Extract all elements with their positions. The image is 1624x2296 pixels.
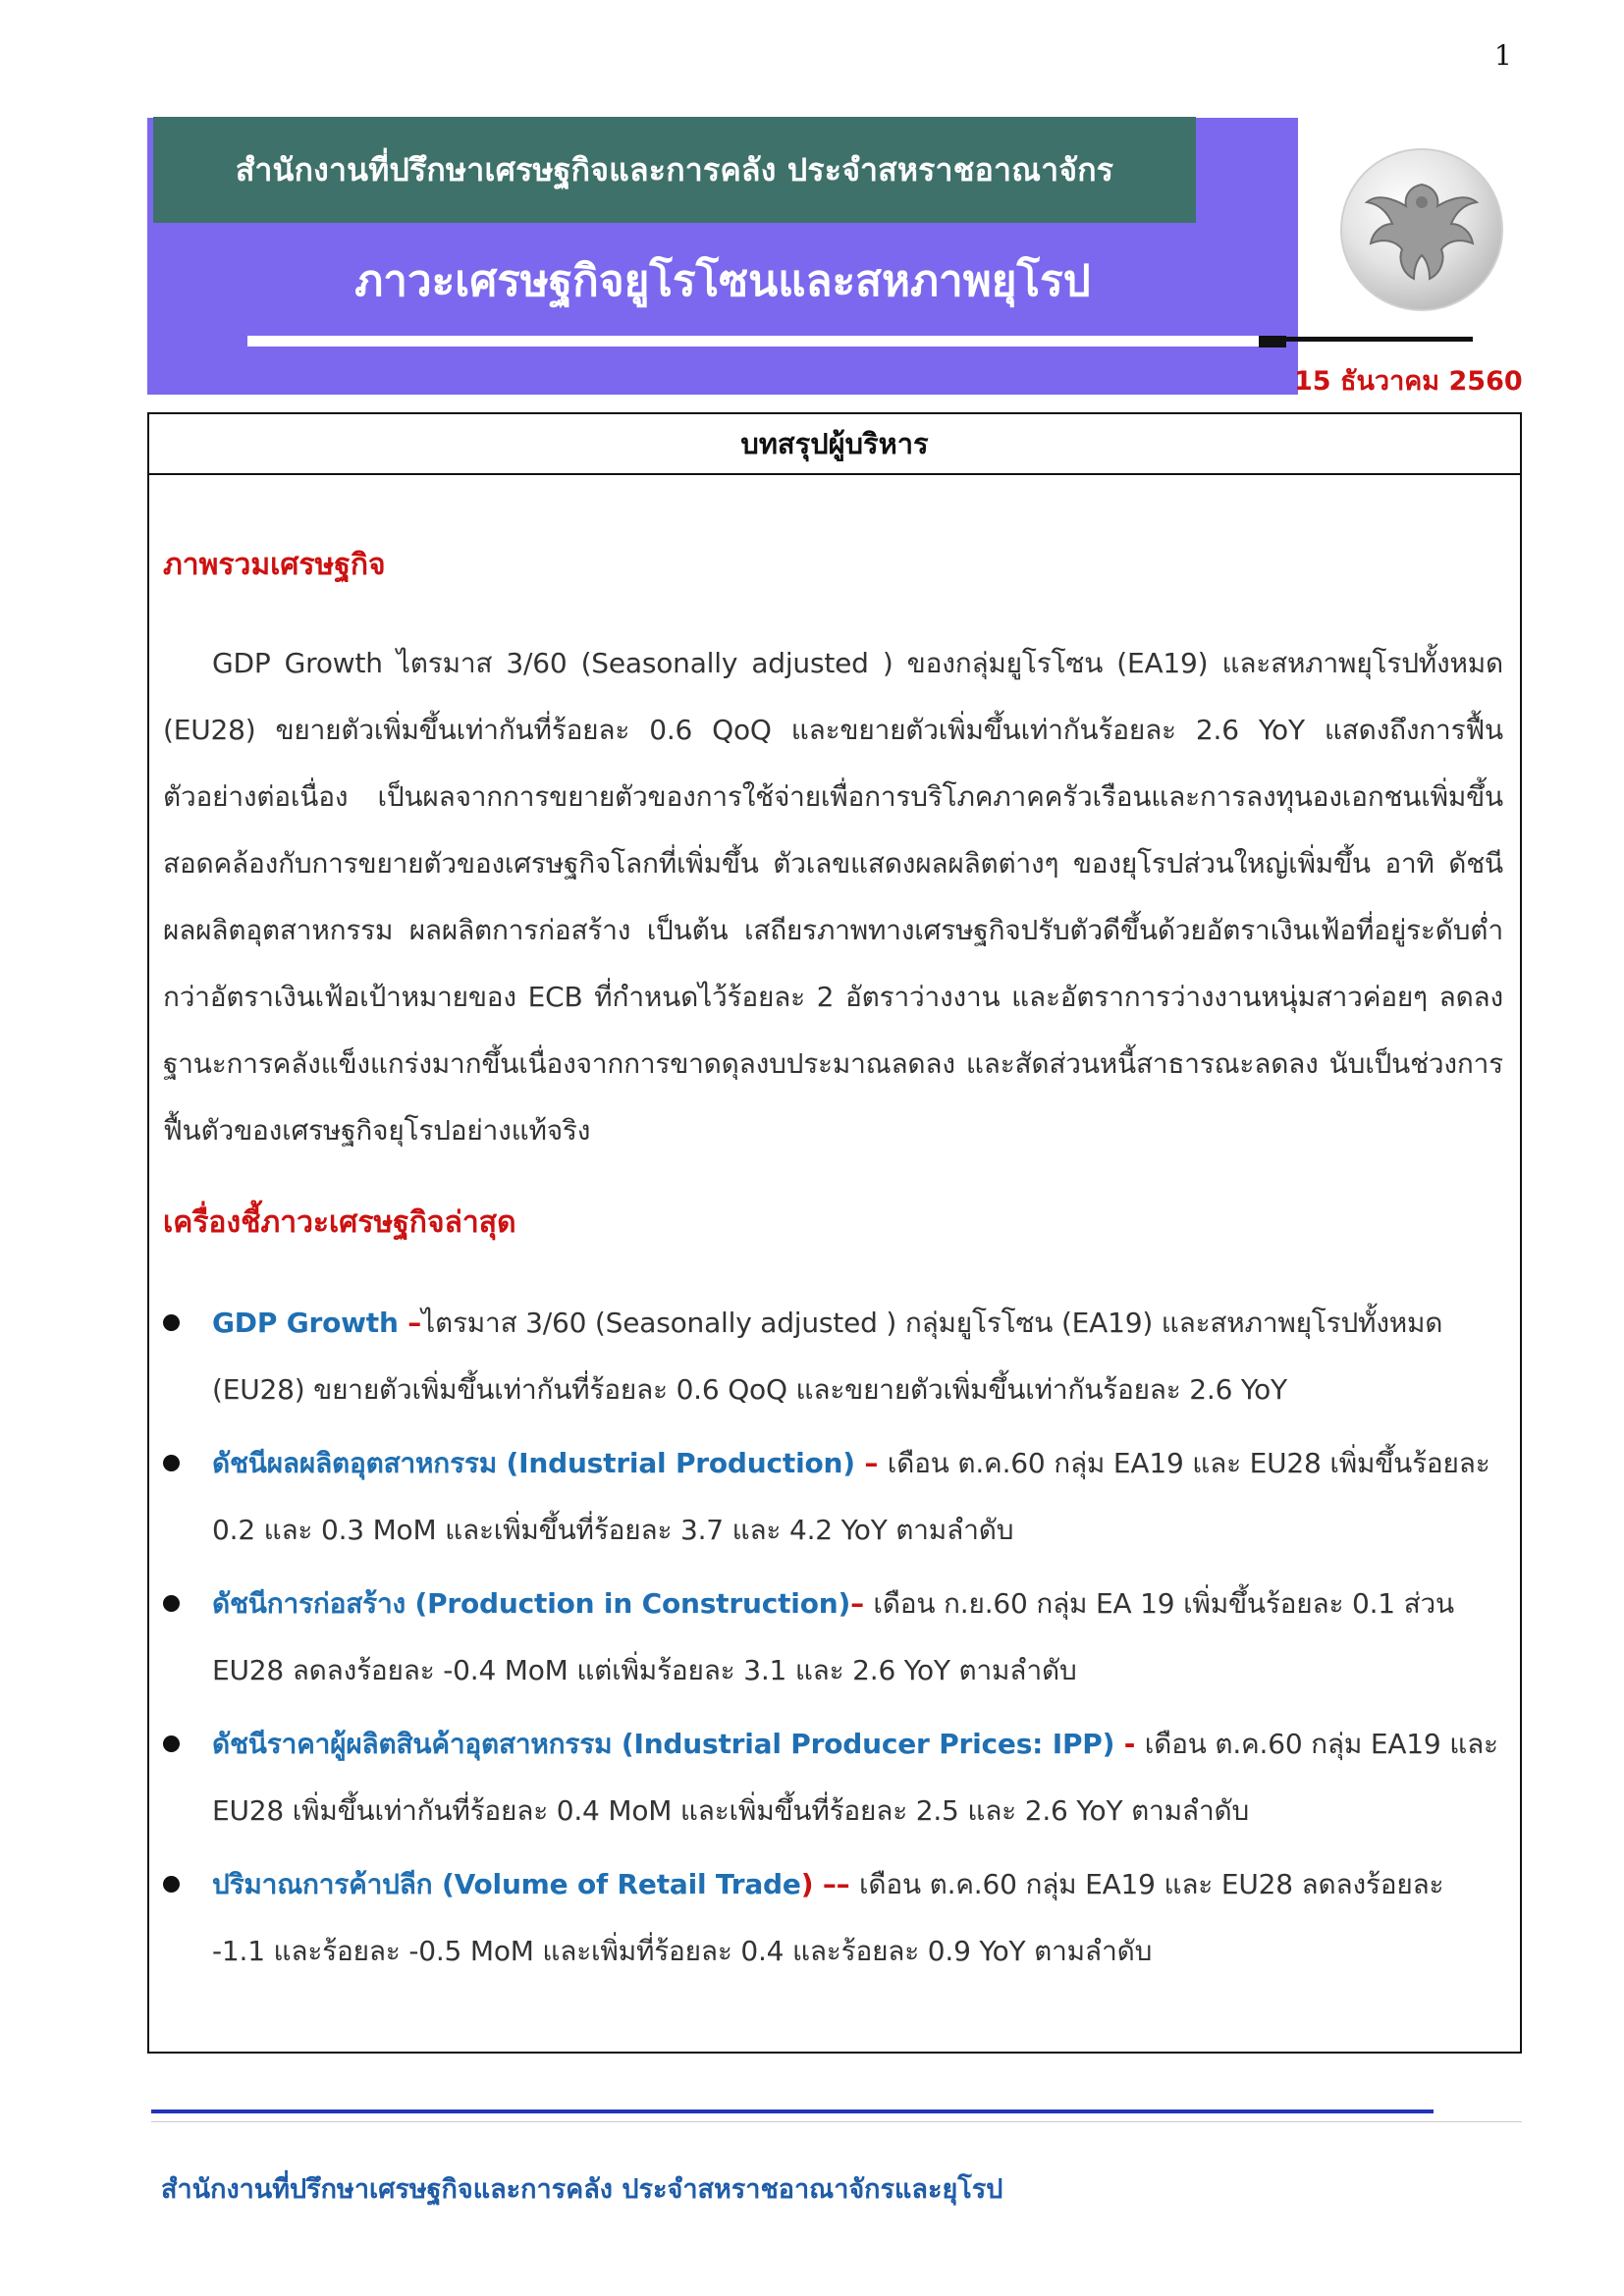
- indicator-text: เดือน ต.ค.60 กลุ่ม EA19 และ EU28 เพิ่มขึ้นร้อยละ 0.2 และ 0.3 MoM และเพิ่มขึ้นที่ร้อยละ 3.7 และ 4.2 YoY ตามลำดับ: [212, 1447, 1490, 1546]
- footer-organization: สำนักงานที่ปรึกษาเศรษฐกิจและการคลัง ประจำสหราชอาณาจักรและยุโรป: [161, 2174, 1003, 2205]
- indicator-text: ไตรมาส 3/60 (Seasonally adjusted ) กลุ่มยูโรโซน (EA19) และสหภาพยุโรปทั้งหมด (EU28) ขยายตัวเพิ่มขึ้นเท่ากันที่ร้อยละ 0.6 QoQ และขยายตัวเพิ่มขึ้นเท่ากันร้อยละ 2.6 YoY: [212, 1307, 1443, 1406]
- bullet-icon: [163, 1876, 180, 1893]
- indicator-text: เดือน ต.ค.60 กลุ่ม EA19 และ EU28 เพิ่มขึ้นเท่ากันที่ร้อยละ 0.4 MoM และเพิ่มขึ้นที่ร้อยละ 2.5 และ 2.6 YoY ตามลำดับ: [212, 1728, 1498, 1827]
- header-underline-cap: [1259, 336, 1286, 347]
- overview-paragraph: GDP Growth ไตรมาส 3/60 (Seasonally adjusted ) ของกลุ่มยูโรโซน (EA19) และสหภาพยุโรปทั้งหมด (EU28) ขยายตัวเพิ่มขึ้นเท่ากันที่ร้อยละ 0.6 QoQ และขยายตัวเพิ่มขึ้นเท่ากันร้อยละ 2.6 YoY แสดงถึงการฟื้นตัวอย่างต่อเนื่อง เป็นผลจากการขยายตัวของการใช้จ่ายเพื่อการบริโภคภาคครัวเรือนและการลงทุนองเอกชนเพิ่มขึ้น สอดคล้องกับการขยายตัวของเศรษฐกิจโลกที่เพิ่มขึ้น ตัวเลขแสดงผลผลิตต่างๆ ของยุโรปส่วนใหญ่เพิ่มขึ้น อาทิ ดัชนีผลผลิตอุตสาหกรรม ผลผลิตการก่อสร้าง เป็นต้น เสถียรภาพทางเศรษฐกิจปรับตัวดีขึ้นด้วยอัตราเงินเฟ้อที่อยู่ระดับต่ำกว่าอัตราเงินเฟ้อเป้าหมายของ ECB ที่กำหนดไว้ร้อยละ 2 อัตราว่างงาน และอัตราการว่างงานหนุ่มสาวค่อยๆ ลดลง ฐานะการคลังแข็งแกร่งมากขึ้นเนื่องจากการขาดดุลงบประมาณลดลง และสัดส่วนหนี้สาธารณะลดลง นับเป็นช่วงการฟื้นตัวของเศรษฐกิจยุโรปอย่างแท้จริง: [163, 647, 1503, 1147]
- indicator-separator: –: [854, 1447, 888, 1479]
- indicator-label: ดัชนีผลผลิตอุตสาหกรรม (Industrial Production): [212, 1447, 855, 1479]
- report-title-block: [147, 228, 1298, 334]
- indicator-label: ดัชนีราคาผู้ผลิตสินค้าอุตสาหกรรม (Industrial Producer Prices: IPP): [212, 1728, 1115, 1760]
- indicator-label: GDP Growth: [212, 1307, 399, 1339]
- page-number: 1: [1494, 39, 1512, 72]
- indicator-separator: –: [850, 1587, 874, 1620]
- summary-heading-text: บทสรุปผู้บริหาร: [740, 427, 929, 460]
- indicator-text: เดือน ก.ย.60 กลุ่ม EA 19 เพิ่มขึ้นร้อยละ 0.1 ส่วน EU28 ลดลงร้อยละ -0.4 MoM แต่เพิ่มร้อยละ 3.1 และ 2.6 YoY ตามลำดับ: [212, 1587, 1454, 1686]
- header-underline: [247, 336, 1259, 347]
- summary-heading: [149, 414, 1520, 475]
- header-right-rule: [1286, 337, 1473, 342]
- overview-section-title: ภาพรวมเศรษฐกิจ: [163, 548, 386, 582]
- report-title: ภาวะเศรษฐกิจยูโรโซนและสหภาพยุโรป: [354, 256, 1091, 306]
- indicator-list: [149, 1290, 1504, 1992]
- indicator-label: ดัชนีการก่อสร้าง (Production in Construction): [212, 1587, 851, 1620]
- indicator-separator: -: [1114, 1728, 1145, 1760]
- organization-banner: [153, 117, 1196, 223]
- bullet-icon: [163, 1735, 180, 1752]
- report-date: 15 ธันวาคม 2560: [1294, 366, 1523, 397]
- list-item: [149, 1290, 1504, 1423]
- bullet-icon: [163, 1595, 180, 1612]
- list-item: [149, 1430, 1504, 1564]
- list-item: [149, 1851, 1504, 1985]
- executive-summary-box: [147, 412, 1522, 2054]
- bullet-icon: [163, 1455, 180, 1471]
- indicators-section-title: เครื่องชี้ภาวะเศรษฐกิจล่าสุด: [163, 1205, 516, 1240]
- garuda-emblem-icon: [1337, 145, 1506, 314]
- indicator-separator: ) ––: [800, 1868, 859, 1900]
- indicator-text: เดือน ต.ค.60 กลุ่ม EA19 และ EU28 ลดลงร้อยละ -1.1 และร้อยละ -0.5 MoM และเพิ่มที่ร้อยละ 0.4 และร้อยละ 0.9 YoY ตามลำดับ: [212, 1868, 1444, 1967]
- indicator-label: ปริมาณการค้าปลีก (Volume of Retail Trade: [212, 1868, 801, 1900]
- footer-rule: [151, 2109, 1434, 2113]
- footer-thin-rule: [151, 2121, 1522, 2122]
- organization-name: สำนักงานที่ปรึกษาเศรษฐกิจและการคลัง ประจำสหราชอาณาจักร: [235, 150, 1114, 188]
- bullet-icon: [163, 1314, 180, 1331]
- list-item: [149, 1571, 1504, 1704]
- list-item: [149, 1711, 1504, 1844]
- indicator-separator: –: [398, 1307, 422, 1339]
